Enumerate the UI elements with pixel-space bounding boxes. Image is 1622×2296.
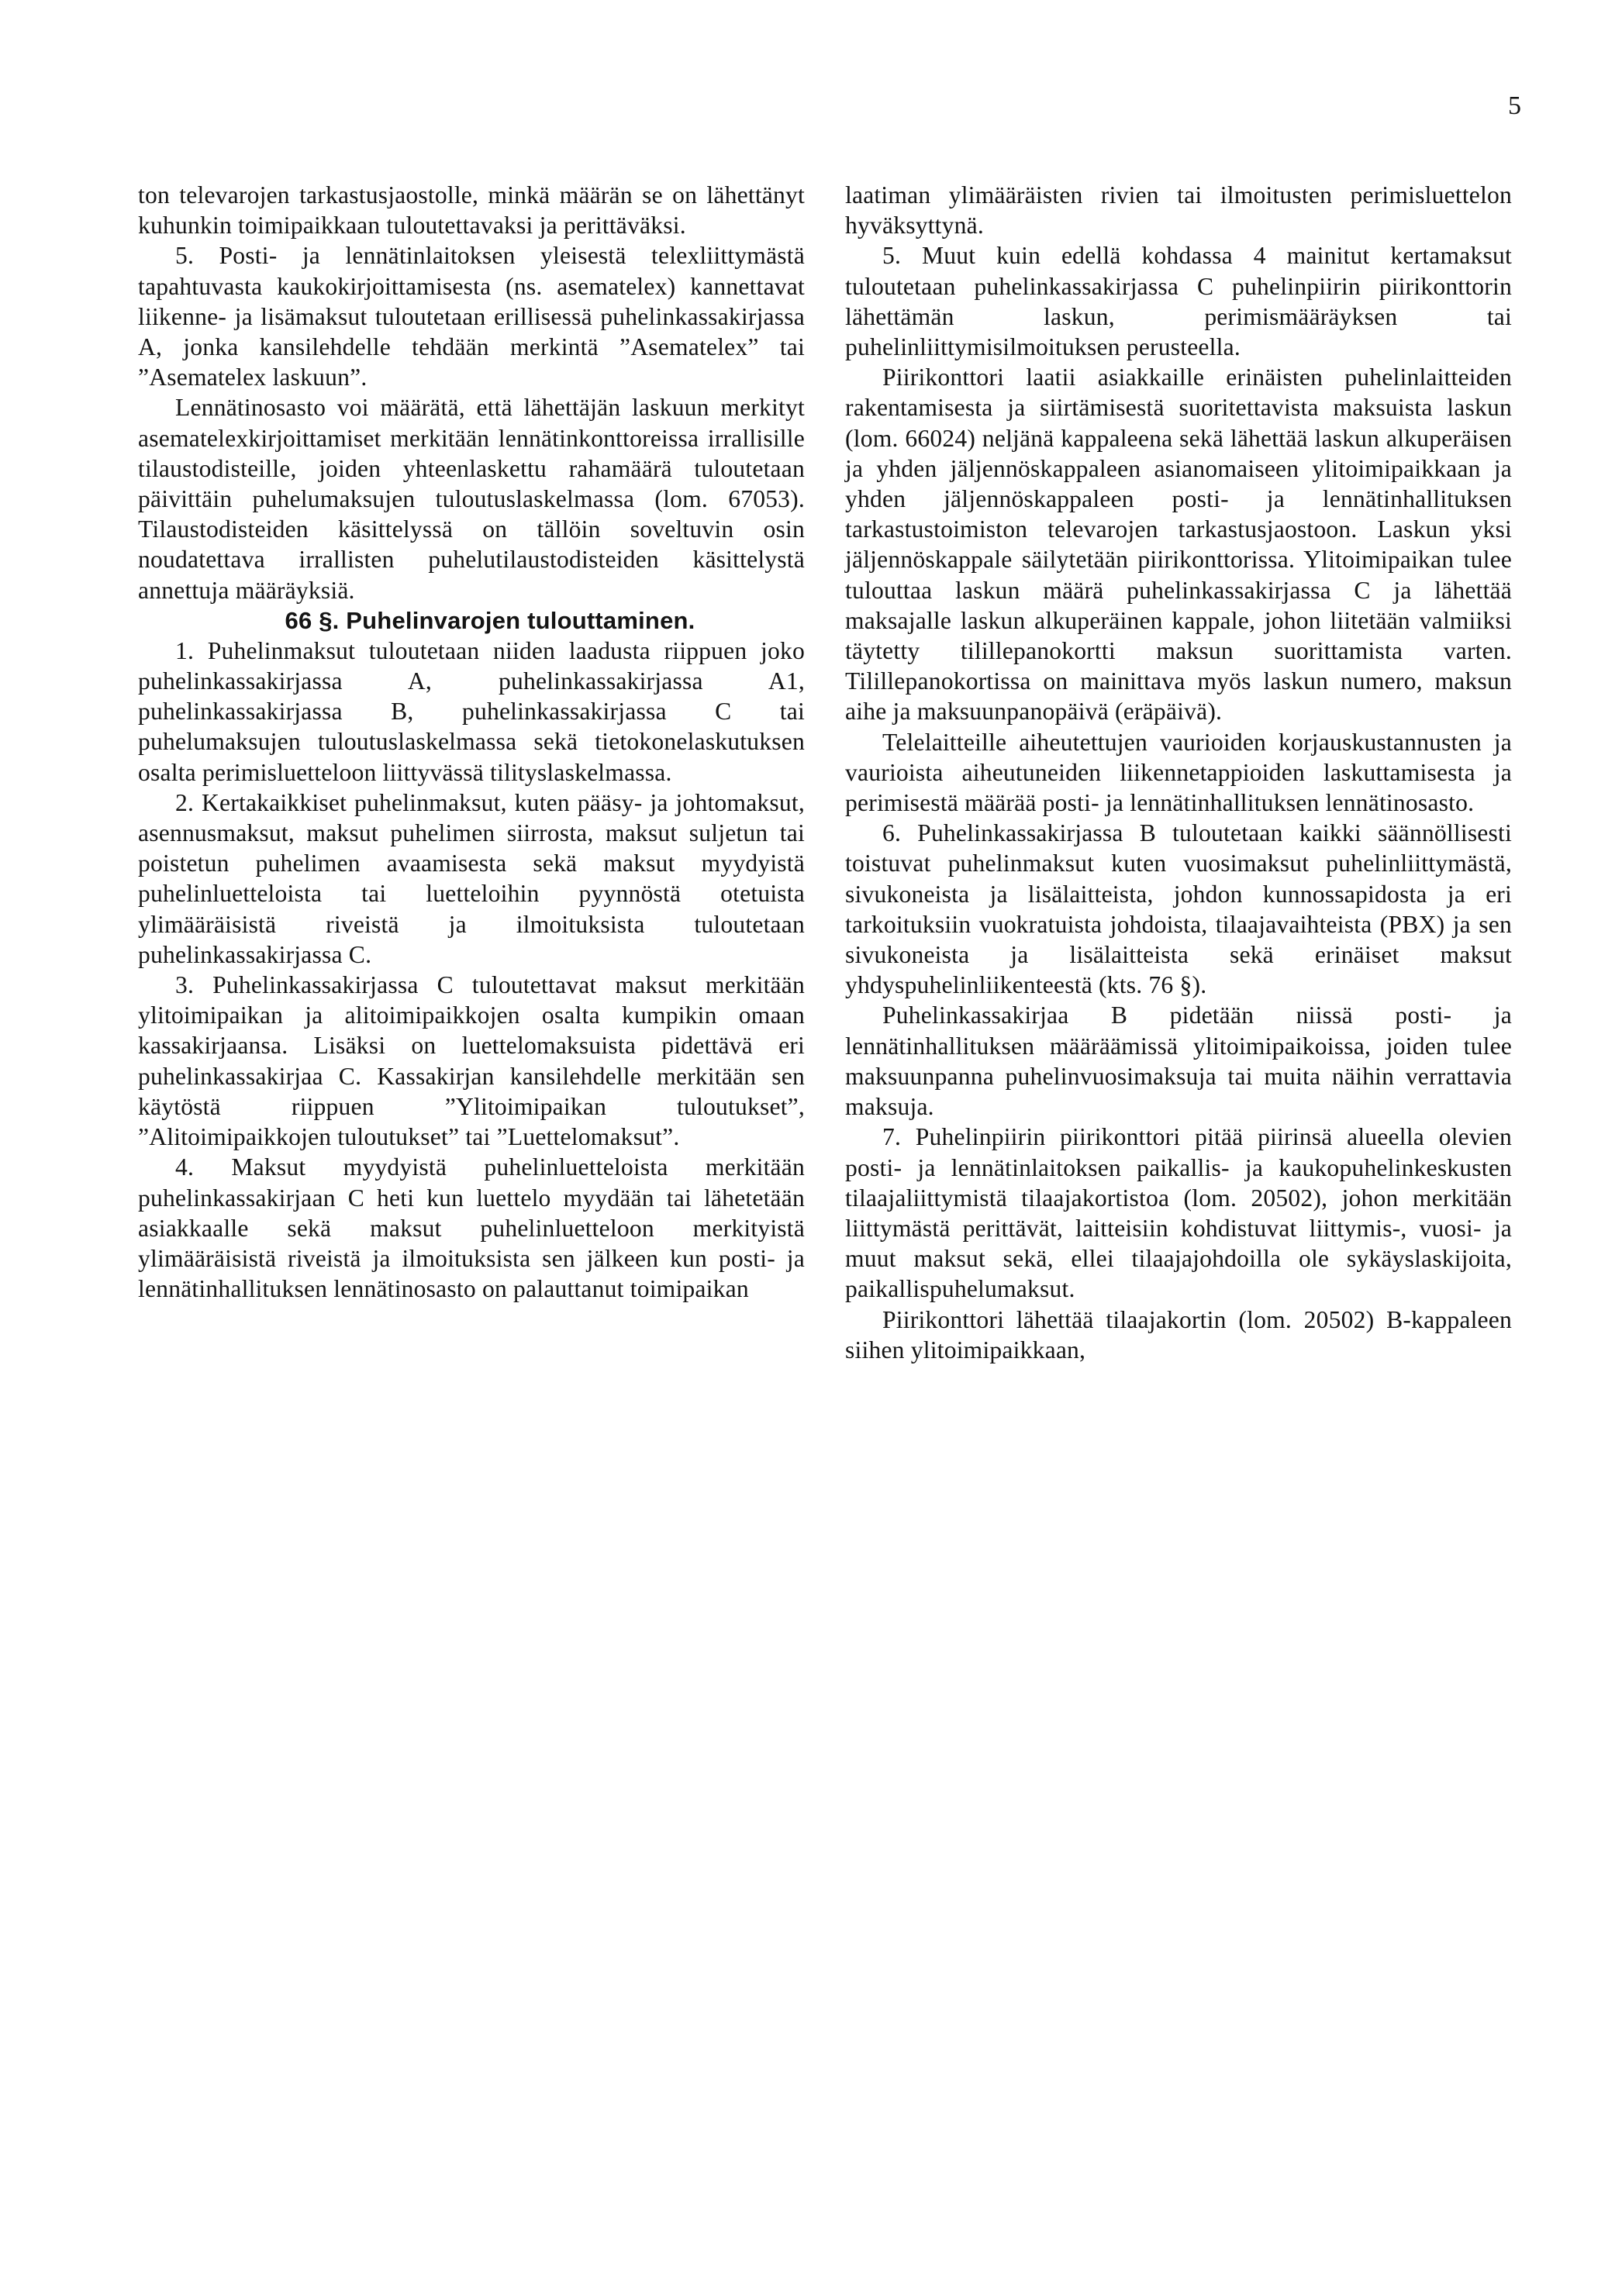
page-number: 5 — [1508, 91, 1521, 120]
paragraph: Lennätinosasto voi määrätä, että lähettäjän laskuun merkityt asematelexkirjoittamiset merkitään lennätinkonttoreissa irrallisille tilaustodisteille, joiden yhteenlaskettu rahamäärä tuloutetaan päivittäin puhelumaksujen tuloutuslaskelmassa (lom. 67053). Tilaustodisteiden käsittelyssä on tällöin soveltuvin osin noudatettava irrallisten puhelutilaustodisteiden käsittelystä annettuja määräyksiä. — [138, 394, 805, 604]
paragraph: 4. Maksut myydyistä puhelinluetteloista merkitään puhelinkassakirjaan C heti kun luettelo myydään tai lähetetään asiakkaalle sekä maksut puhelinluetteloon merkityistä ylimääräisistä riveistä ja ilmoituksista sen jälkeen kun posti- ja lennätinhallituksen lennätinosasto on palauttanut toimipaikan — [138, 1153, 805, 1303]
paragraph: 3. Puhelinkassakirjassa C tuloutettavat maksut merkitään ylitoimipaikan ja alitoimipaikkojen osalta kumpikin omaan kassakirjaansa. Lisäksi on luettelomaksuista pidettävä eri puhelinkassakirjaa C. Kassakirjan kansilehdelle merkitään sen käytöstä riippuen ”Ylitoimipaikan tuloutukset”, ”Alitoimipaikkojen tuloutukset” tai ”Luettelomaksut”. — [138, 971, 805, 1151]
paragraph: 2. Kertakaikkiset puhelinmaksut, kuten pääsy- ja johtomaksut, asennusmaksut, maksut puhelimen siirrosta, maksut suljetun tai poistetun puhelimen avaamisesta sekä maksut myydyistä puhelinluetteloista tai luetteloihin pyynnöstä otetuista ylimääräisistä riveistä ja ilmoituksista tuloutetaan puhelinkassakirjassa C. — [138, 788, 805, 968]
paragraph: 5. Muut kuin edellä kohdassa 4 mainitut kertamaksut tuloutetaan puhelinkassakirjassa C puhelinpiirin piirikonttorin lähettämän laskun, perimismääräyksen tai puhelinliittymisilmoituksen perusteella. — [845, 242, 1512, 361]
paragraph: 6. Puhelinkassakirjassa B tuloutetaan kaikki säännöllisesti toistuvat puhelinmaksut kuten vuosimaksut puhelinliittymästä, sivukoneista ja lisälaitteista, johdon kunnossapidosta ja eri tarkoituksiin vuokratuista johdoista, tilaajavaihteista (PBX) ja sen sivukoneista ja lisälaitteista sekä erinäiset maksut yhdyspuhelinliikenteestä (kts. 76 §). — [845, 819, 1512, 999]
paragraph: ton televarojen tarkastusjaostolle, minkä määrän se on lähettänyt kuhunkin toimipaikkaan tuloutettavaksi ja perittäväksi. — [138, 181, 805, 240]
paragraph: 1. Puhelinmaksut tuloutetaan niiden laadusta riippuen joko puhelinkassakirjassa A, puhelinkassakirjassa A1, puhelinkassakirjassa B, puhelinkassakirjassa C tai puhelumaksujen tuloutuslaskelmassa sekä tietokonelaskutuksen osalta perimisluetteloon liittyvässä tilityslaskelmassa. — [138, 636, 805, 786]
paragraph: Piirikonttori lähettää tilaajakortin (lom. 20502) B-kappaleen siihen ylitoimipaikkaan, — [845, 1305, 1512, 1363]
left-column — [138, 180, 805, 1304]
paragraph: Telelaitteille aiheutettujen vaurioiden korjauskustannusten ja vaurioista aiheutuneiden liikennetappioiden laskuttamisesta ja perimisestä määrää posti- ja lennätinhallituksen lennätinosasto. — [845, 728, 1512, 817]
paragraph: laatiman ylimääräisten rivien tai ilmoitusten perimisluettelon hyväksyttynä. — [845, 181, 1512, 240]
paragraph: 7. Puhelinpiirin piirikonttori pitää piirinsä alueella olevien posti- ja lennätinlaitoksen paikallis- ja kaukopuhelinkeskusten tilaajaliittymistä tilaajakortistoa (lom. 20502), johon merkitään liittymästä perittävät, laitteisiin kohdistuvat liittymis-, vuosi- ja muut maksut sekä, ellei tilaajajohdoilla ole sykäyslaskijoita, paikallispuhelumaksut. — [845, 1123, 1512, 1303]
paragraph: Piirikonttori laatii asiakkaille erinäisten puhelinlaitteiden rakentamisesta ja siirtämisestä suoritettavista maksuista laskun (lom. 66024) neljänä kappaleena sekä lähettää laskun alkuperäisen ja yhden jäljennöskappaleen asianomaiseen ylitoimipaikkaan ja yhden jäljennöskappaleen posti- ja lennätinhallituksen tarkastustoimiston televarojen tarkastusjaostoon. Laskun yksi jäljennöskappale säilytetään piirikonttorissa. Ylitoimipaikan tulee tulouttaa laskun määrä puhelinkassakirjassa C ja lähettää maksajalle laskun alkuperäinen kappale, johon liitetään valmiiksi täytetty tilillepanokortti maksun suorittamista varten. Tilillepanokortissa on mainittava myös laskun numero, maksun aihe ja maksuunpanopäivä (eräpäivä). — [845, 364, 1512, 726]
section-heading: 66 §. Puhelinvarojen tulouttaminen. — [285, 606, 695, 634]
paragraph: Puhelinkassakirjaa B pidetään niissä posti- ja lennätinhallituksen määräämissä ylitoimipaikoissa, joiden tulee maksuunpanna puhelinvuosimaksuja tai muita näihin verrattavia maksuja. — [845, 1001, 1512, 1121]
right-column — [845, 180, 1512, 1365]
paragraph: 5. Posti- ja lennätinlaitoksen yleisestä telexliittymästä tapahtuvasta kaukokirjoittamisesta (ns. asematelex) kannettavat liikenne- ja lisämaksut tuloutetaan erillisessä puhelinkassakirjassa A, jonka kansilehdelle tehdään merkintä ”Asematelex” tai ”Asematelex laskuun”. — [138, 242, 805, 391]
